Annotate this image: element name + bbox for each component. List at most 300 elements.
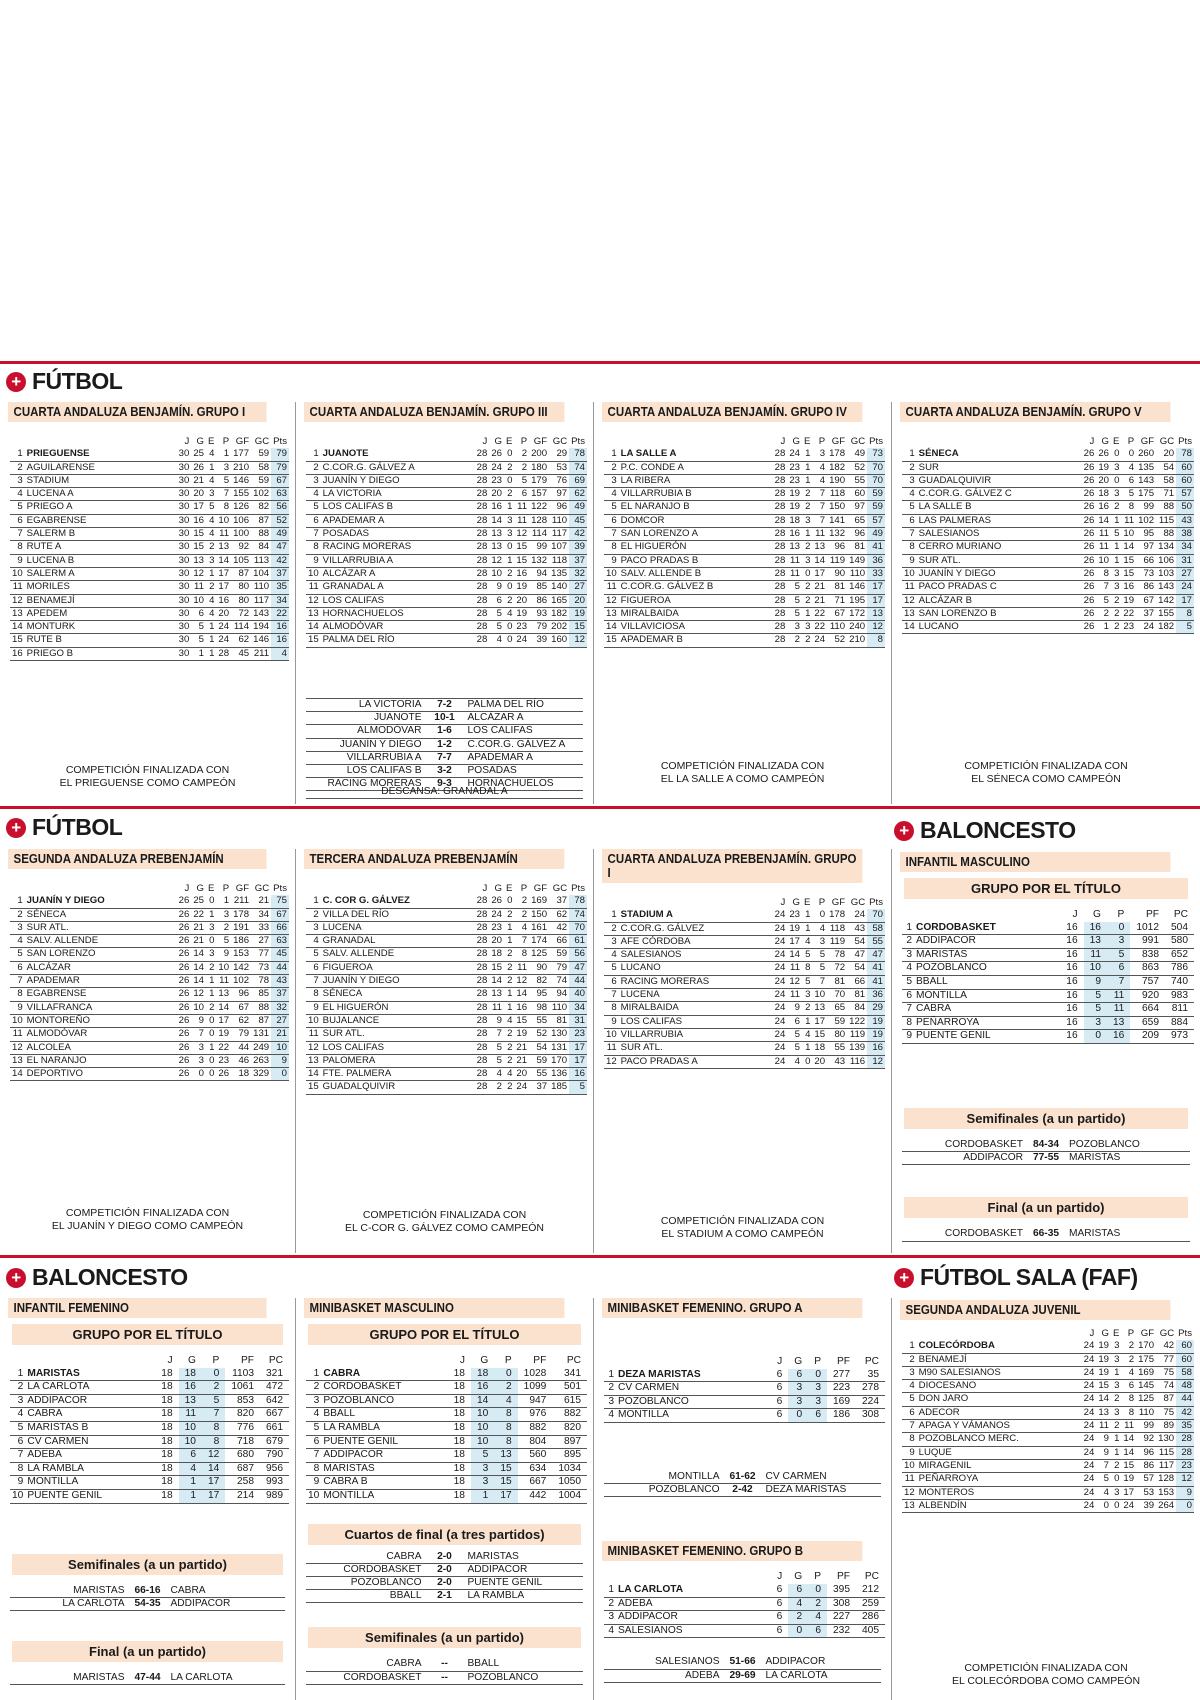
table-cell: 30 [178,448,190,460]
table-cell: 23 [789,461,801,473]
table-row [604,594,885,607]
table-cell: APADEMAR A [321,514,475,527]
table-cell: 11 [604,1042,619,1055]
table-cell: CERRO MURIANO [917,541,1082,554]
table-cell: 38 [1176,528,1194,541]
table-cell: 1061 [225,1381,260,1395]
table-cell: 4 [812,922,827,935]
table-cell: 28 [476,554,488,566]
table-cell: 1 [802,474,812,487]
section-futbol-2 [6,814,122,841]
table-cell: MIRAGENIL [917,1459,1082,1472]
table-cell: 5 [569,1081,587,1094]
table-cell: 3 [604,1395,616,1409]
table-cell: 30 [178,488,190,500]
table-cell: C.COR.G. GÁLVEZ C [917,488,1082,501]
result-row [306,1658,583,1671]
table-cell: 104 [253,567,270,579]
column-header: GF [1140,1328,1155,1339]
table-cell: SALESIANOS [917,528,1082,541]
table-cell: PEÑARROYA [914,1016,1060,1030]
table-title: INFANTIL FEMENINO [8,1298,267,1318]
table-cell: 1 [802,448,812,461]
table-cell: 178 [829,909,846,921]
table-cell: 820 [552,1421,587,1435]
table-cell: 56 [569,948,587,961]
table-cell: 17 [218,567,230,579]
table-cell: 3 [902,948,914,962]
away-team: POZOBLANCO [467,1671,539,1683]
table-cell: 3 [808,1395,827,1409]
table-row [604,448,885,461]
table-cell: LA CARLOTA [616,1584,771,1597]
table-cell: 12 [867,1055,885,1068]
table-cell: 185 [551,1081,568,1093]
table-cell: 7 [216,488,231,501]
table-cell: 28 [476,908,488,920]
table-cell: 757 [1130,975,1165,989]
table-cell: 3 [504,528,514,541]
table-cell: 13 [789,541,801,553]
result-row [306,712,583,725]
table-cell: 47 [569,961,587,974]
column-header: PF [1145,909,1159,920]
table-cell: 7 [604,989,619,1002]
table-row [306,1041,587,1054]
table-cell: 55 [529,1068,549,1081]
table-row [306,1054,587,1067]
table-cell: 3 [604,935,619,948]
score: 51-66 [729,1656,756,1668]
table-cell: 21 [516,1041,528,1053]
table-row [10,935,289,948]
table-cell: 6 [191,607,206,620]
table-cell: 0 [788,1409,808,1423]
table-row [10,975,289,988]
table-cell: 1012 [1130,922,1165,935]
section-divider [0,361,1200,364]
table-cell: 2 [1111,1393,1121,1406]
table-cell: 13 [494,1449,517,1463]
table-cell: MARISTAS [321,1462,447,1476]
table-cell: 57 [867,514,885,527]
table-cell: 853 [225,1394,260,1408]
table-cell: 28 [476,634,488,646]
column-header: GC [1159,1328,1175,1339]
table-cell: 11 [179,1408,202,1422]
table-cell: 97 [549,488,569,501]
table-cell: 18 [491,948,503,960]
group-subtitle: GRUPO POR EL TÍTULO [904,878,1188,899]
table-cell: 6 [808,1409,827,1423]
table-cell: APAGA Y VÁMANOS [917,1420,1082,1433]
table-cell: 30 [178,634,190,646]
column-header: P [814,1571,821,1583]
table-cell: 9 [489,581,504,594]
column-header: P [1127,1328,1135,1339]
table-cell: 21 [193,935,205,947]
table-cell: 7 [1096,581,1111,594]
table-cell: 81 [827,581,847,594]
table-cell: 659 [1130,1016,1165,1030]
table-cell: 18 [448,1394,471,1408]
table-cell: 18 [448,1421,471,1435]
table-cell: 790 [260,1449,289,1463]
table-cell: LOS CALIFAS [321,594,475,607]
table-row [604,554,885,567]
table-cell: 4 [206,474,216,487]
table-cell: 4 [802,1028,812,1041]
table-cell: 0 [202,1368,225,1381]
table-cell: 1 [802,528,812,541]
table-row [902,1366,1194,1379]
table-cell: 62 [231,634,251,647]
table-cell: 96 [231,988,251,1001]
table-row [604,1624,885,1638]
table-cell: 24 [1083,1499,1095,1511]
table-cell: 1 [471,1489,494,1503]
column-header: G [480,1355,489,1366]
table-cell: 18 [155,1381,178,1395]
table-cell: 24 [1083,1486,1095,1498]
table-cell: 395 [827,1584,856,1597]
table-cell: 28 [476,1041,488,1053]
table-cell: 24 [218,621,230,633]
final-note: COMPETICIÓN FINALIZADA CON EL COLECÓRDOBA COMO CAMPEÓN [951,1662,1141,1687]
table-cell: 28 [476,621,488,633]
table-cell: 989 [260,1489,289,1503]
home-team: ADEBA [684,1669,720,1681]
section-title: BALONCESTO [920,817,1076,843]
result-row [10,1598,285,1611]
preb2-column [0,849,296,1253]
table-cell: 22 [814,607,826,619]
table-cell: 0 [494,1368,517,1381]
table-cell: 264 [1158,1499,1175,1511]
table-row [902,461,1194,474]
column-header: P [818,436,826,447]
table-cell: 3 [812,935,827,948]
table-cell: 2 [206,1001,216,1014]
table-cell: 4 [604,1624,616,1638]
table-cell: 26 [1083,607,1095,619]
section-title: FÚTBOL [32,368,123,394]
table-cell: 0 [812,909,827,922]
table-cell: 6 [1121,1380,1136,1393]
table-row [604,501,885,514]
final-note: COMPETICIÓN FINALIZADA CON EL SÉNECA COMO CAMPEÓN [964,760,1128,785]
standings-table [902,1328,1194,1513]
standings-table [604,897,885,1069]
table-cell: 14 [193,961,205,973]
table-cell: PACO PRADAS A [619,1055,773,1068]
table-cell: 10 [471,1408,494,1422]
results-list [902,1139,1190,1165]
table-cell: 5 [787,1042,802,1055]
table-cell: 10 [306,1489,321,1503]
table-cell: 70 [827,989,847,1002]
table-cell: 25 [193,448,205,460]
table-cell: PEÑARROYA [917,1473,1082,1486]
benj4-column [594,402,892,804]
away-team: MARISTAS [1069,1228,1121,1240]
table-cell: 26 [178,908,190,920]
table-cell: 62 [569,488,587,501]
table-cell: 17 [202,1476,225,1490]
score: 1-2 [437,738,452,750]
table-row [604,528,885,541]
table-cell: 11 [902,1473,917,1486]
table-cell: 1 [191,647,206,660]
column-header: PF [836,1356,850,1367]
table-cell: 114 [529,528,549,541]
table-cell: 79 [271,448,289,461]
table-cell: 11 [1107,1003,1130,1017]
table-cell: 973 [1165,1030,1194,1044]
table-cell: 59 [867,488,885,501]
results-list [604,1471,881,1497]
home-team: MARISTAS [73,1671,125,1683]
table-cell: SUR ATL. [321,1028,475,1041]
table-cell: 679 [260,1435,289,1449]
table-cell: 12 [193,567,205,579]
table-cell: 14 [308,621,319,633]
table-cell: 94 [549,988,569,1001]
table-cell: 634 [518,1462,553,1476]
table-cell: 5 [191,634,206,647]
table-cell: 3 [206,488,216,501]
table-cell: 18 [155,1435,178,1449]
table-cell: ALCÁZAR B [917,594,1082,607]
table-cell: 10 [12,567,23,579]
table-cell: 94 [529,567,549,580]
table-cell: 2 [514,908,529,921]
table-row [10,514,289,527]
table-cell: 61 [569,935,587,948]
table-cell: 78 [251,975,271,988]
table-cell: 21 [193,921,205,933]
table-row [306,581,587,594]
table-row [902,1473,1194,1486]
table-cell: 85 [251,988,271,1001]
column-header: GF [1140,436,1155,447]
column-header: PF [240,1355,254,1366]
table-cell: 7 [514,935,529,948]
table-cell: 99 [529,541,549,554]
table-cell: 1 [1111,1446,1121,1459]
table-cell: 1 [216,448,231,461]
table-cell: 16 [1060,948,1083,962]
table-cell: 21 [193,474,205,486]
table-cell: 24 [1083,1366,1095,1378]
score: 1-6 [437,725,452,737]
table-cell: 28 [476,948,488,960]
table-cell: 8 [306,988,321,1001]
column-header: J [184,883,190,894]
table-cell: 4 [514,921,529,934]
table-cell: PALOMERA [321,1054,475,1067]
table-cell: 16 [1123,581,1135,593]
table-cell: 3 [216,908,231,921]
table-cell: FIGUEROA [321,961,475,974]
table-cell: 19 [789,501,801,513]
table-cell: 4 [788,1597,808,1611]
table-cell: 10 [218,514,230,526]
table-cell: 976 [518,1408,553,1422]
table-cell: 30 [178,474,190,486]
table-cell: 34 [1176,541,1194,554]
table-cell: 26 [1083,448,1095,460]
table-row [902,935,1194,949]
column-header: PF [836,1571,850,1583]
table-cell: CORDOBASKET [321,1381,447,1395]
table-cell: 55 [847,474,867,487]
table-cell: 30 [178,501,190,513]
table-cell: 4 [802,935,812,948]
table-cell: 1103 [225,1368,260,1381]
table-cell: 5 [471,1449,494,1463]
table-cell: 0 [504,448,514,461]
table-cell: 6 [788,1584,808,1597]
table-cell: 7 [812,514,827,527]
table-cell: POZOBLANCO [321,1394,447,1408]
table-cell: 87 [251,514,271,527]
table-cell: 884 [1165,1016,1194,1030]
table-cell: VILLARRUBIA [619,1028,773,1041]
table-cell: 2 [206,541,216,554]
table-cell: 30 [178,554,190,566]
table-cell: 3 [206,948,216,961]
table-cell: 10 [904,567,915,579]
table-cell: ADECOR [917,1406,1082,1419]
table-cell: 14 [1098,514,1110,526]
table-title: TERCERA ANDALUZA PREBENJAMÍN [304,849,564,869]
table-cell: 1 [902,922,914,935]
table-cell: 8 [494,1435,517,1449]
table-cell: 12 [1176,1473,1194,1486]
result-row [902,1139,1190,1152]
table-row [306,1028,587,1041]
table-row [902,581,1194,594]
table-cell: 249 [253,1041,270,1053]
table-cell: 54 [847,962,867,975]
table-cell: 150 [531,908,548,920]
table-cell: 0 [206,1014,216,1027]
table-cell: 0 [1096,1499,1111,1512]
table-cell: 442 [518,1489,553,1503]
table-cell: 1 [206,621,216,634]
table-cell: 27 [271,1014,289,1027]
table-cell: 28 [476,461,488,473]
table-cell: 18 [155,1394,178,1408]
table-cell: 3 [206,921,216,934]
table-cell: 145 [1138,1380,1155,1392]
column-header: GF [533,436,548,447]
table-cell: 30 [178,514,190,526]
table-cell: 12 [904,594,915,606]
table-cell: 0 [206,1068,216,1081]
table-cell: 17 [867,594,885,607]
score: 2-42 [732,1484,753,1496]
table-cell: 2 [216,921,231,934]
table-cell: 0 [1111,474,1121,487]
table-cell: 31 [569,1014,587,1027]
table-cell: 2 [802,1002,812,1015]
table-cell: 80 [231,581,251,594]
table-cell: 3 [10,474,25,487]
table-cell: 54 [1156,461,1176,474]
table-cell: 4 [10,488,25,501]
table-cell: 134 [1158,541,1175,553]
table-cell: 34 [569,1001,587,1014]
standings-table [306,883,587,1095]
table-cell: 74 [569,461,587,474]
table-cell: 10 [12,1014,23,1026]
table-cell: 3 [802,621,812,634]
table-cell: 18 [814,1042,826,1054]
home-team: LA VICTORIA [358,699,422,710]
table-cell: 0 [504,541,514,554]
table-cell: 71 [1156,488,1176,501]
table-cell: 26 [178,1001,190,1013]
table-cell: 652 [1165,948,1194,962]
table-cell: 28 [476,961,488,973]
table-cell: 6 [489,594,504,607]
table-cell: 28 [476,975,488,987]
table-cell: 7 [10,1449,25,1463]
table-cell: 223 [827,1382,856,1396]
table-cell: SÉNECA [25,908,177,921]
table-cell: 24 [1136,621,1156,634]
table-cell: 4 [902,1380,917,1393]
table-cell: 39 [529,634,549,647]
away-team: LA CARLOTA [170,1671,233,1683]
table-cell: 9 [306,554,321,567]
table-cell: 29 [549,448,569,461]
table-cell: 76 [549,474,569,487]
table-row [902,448,1194,461]
table-row [306,1421,587,1435]
table-cell: 11 [306,581,321,594]
table-cell: 92 [231,541,251,554]
table-cell: PACO PRADAS B [619,554,773,567]
table-row [10,541,289,554]
header-row [604,1571,885,1584]
table-row [10,1014,289,1027]
table-cell: 28 [476,895,488,907]
home-team: MARISTAS [73,1584,125,1596]
table-cell: RUTE B [25,634,177,647]
table-cell: 3 [191,1054,206,1067]
table-cell: 0 [1111,1473,1121,1486]
table-cell: 12 [308,594,319,606]
table-cell: CABRA [25,1408,155,1422]
table-cell: 24 [774,1042,786,1054]
result-row [604,1484,881,1497]
column-header: GF [831,897,846,908]
column-header: Pts [273,436,287,447]
table-cell: CV CARMEN [616,1382,771,1396]
away-team: LOS CALIFAS [467,725,533,737]
column-header: G [1101,1328,1110,1339]
table-cell: 182 [1158,621,1175,633]
away-team: ALCÁZAR A [467,712,524,724]
table-cell: 16 [1060,1016,1083,1030]
table-cell: 13 [904,1499,915,1511]
table-row [902,989,1194,1003]
table-cell: 28 [774,448,786,460]
table-cell: 26 [178,935,190,947]
